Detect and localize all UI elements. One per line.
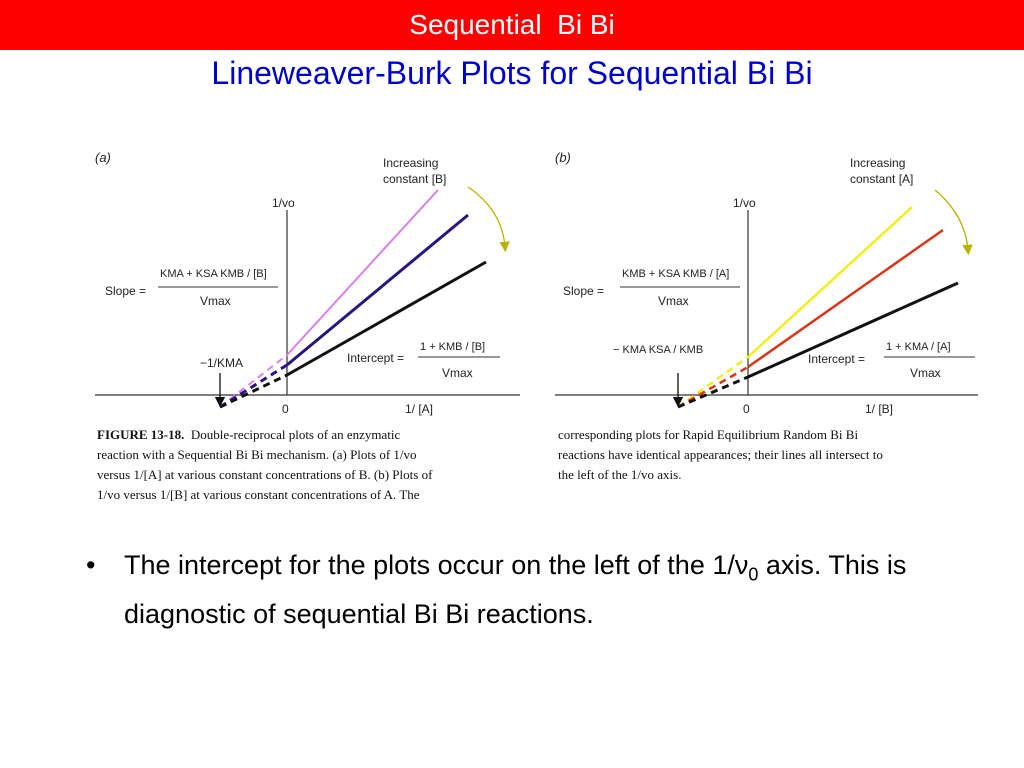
slide-subtitle: Lineweaver-Burk Plots for Sequential Bi Bi	[211, 55, 813, 91]
panel-a-slope-label: Slope =	[105, 284, 147, 298]
panel-b-origin-label: 0	[743, 402, 750, 416]
bullet-text-before: The intercept for the plots occur on the left of the 1/	[124, 550, 735, 580]
panel-a-intercept-numerator: 1 + KMB / [B]	[420, 341, 486, 353]
panel-a-line-3-extrapolation	[220, 375, 287, 407]
panel-a-rotation-arrow	[468, 187, 505, 247]
bullet-text-after: axis. This is diagnostic of sequential Bi Bi reactions.	[124, 550, 907, 630]
panel-a-slope-denominator: Vmax	[200, 294, 231, 308]
panel-a-intercept-label: Intercept =	[347, 351, 405, 365]
panel-b	[555, 150, 978, 416]
caption-right-line-1: corresponding plots for Rapid Equilibrium Random Bi Bi	[558, 427, 859, 442]
panel-b-label: (b)	[555, 150, 571, 165]
panel-a-x-intercept-label: −1/KMA	[200, 356, 244, 370]
panel-a-slope-numerator: KMA + KSA KMB / [B]	[160, 268, 267, 280]
panel-b-slope-denominator: Vmax	[658, 294, 689, 308]
panel-b-annotation-line-2: constant [A]	[850, 172, 914, 186]
caption-lead: FIGURE 13-18.	[97, 427, 185, 442]
slide-title: Sequential Bi Bi	[0, 0, 1024, 50]
panel-a	[95, 150, 520, 416]
caption-left-line-2: reaction with a Sequential Bi Bi mechanism. (a) Plots of 1/vo	[97, 447, 417, 462]
panel-a-annotation-line-2: constant [B]	[383, 172, 447, 186]
panel-b-x-intercept-label: − KMA KSA / KMB	[613, 344, 704, 356]
panel-b-slope-label: Slope =	[563, 284, 605, 298]
panel-b-intercept-label: Intercept =	[808, 352, 866, 366]
panel-b-annotation-line-1: Increasing	[850, 156, 906, 170]
figure-caption-right	[558, 425, 988, 485]
bullet-dot: •	[86, 550, 96, 580]
bullet-text	[124, 545, 966, 634]
figure-caption-left	[97, 425, 537, 505]
panel-b-line-3-extrapolation	[678, 377, 748, 407]
caption-left-line-3: versus 1/[A] at various constant concentrations of B. (b) Plots of	[97, 467, 433, 482]
panel-b-intercept-numerator: 1 + KMA / [A]	[886, 341, 951, 353]
panel-b-x-axis-label: 1/ [B]	[865, 402, 894, 416]
panel-a-annotation-line-1: Increasing	[383, 156, 439, 170]
caption-left-line-4: 1/vo versus 1/[B] at various constant concentrations of A. The	[97, 487, 420, 502]
panel-b-line-1	[748, 207, 912, 357]
bullet-nu-symbol: ν	[734, 550, 749, 580]
panel-a-origin-label: 0	[282, 402, 289, 416]
caption-right-line-2: reactions have identical appearances; their lines all intersect to	[558, 447, 883, 462]
figure-13-18	[50, 115, 990, 515]
panel-b-intercept-denominator: Vmax	[910, 366, 941, 380]
panel-b-y-axis-label: 1/vo	[733, 196, 756, 210]
panel-b-rotation-arrow	[935, 190, 968, 250]
panel-a-intercept-denominator: Vmax	[442, 366, 473, 380]
bullet-item	[86, 545, 966, 634]
panel-a-line-1	[287, 190, 438, 355]
bullet-list	[86, 545, 966, 634]
caption-left-line-1: Double-reciprocal plots of an enzymatic	[190, 427, 401, 442]
bullet-subscript: 0	[748, 564, 759, 585]
panel-b-slope-numerator: KMB + KSA KMB / [A]	[622, 268, 730, 280]
panel-a-y-axis-label: 1/vo	[272, 196, 295, 210]
panel-a-label: (a)	[95, 150, 111, 165]
caption-right-line-3: the left of the 1/vo axis.	[558, 467, 682, 482]
panel-a-line-2-extrapolation	[220, 365, 287, 407]
panel-a-x-axis-label: 1/ [A]	[405, 402, 434, 416]
